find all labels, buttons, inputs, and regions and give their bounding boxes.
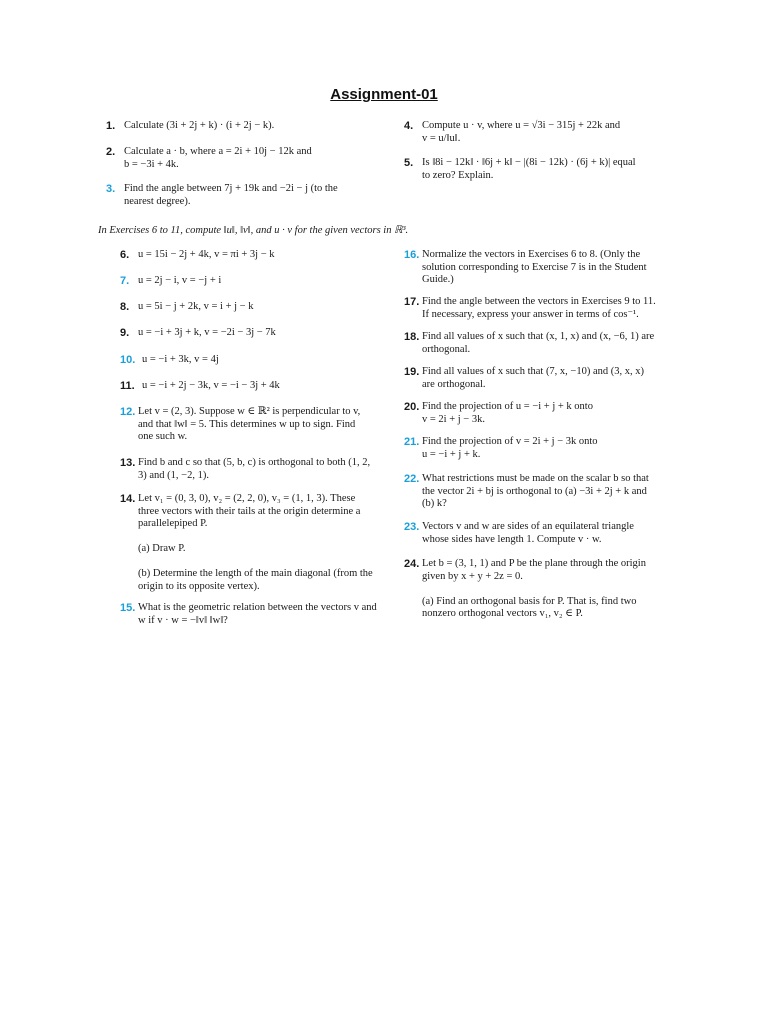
exercise-text: Vectors v and w are sides of an equilateral triangle whose sides have length 1. Compute v · w. bbox=[422, 521, 634, 545]
exercise-number: 1. bbox=[106, 120, 116, 132]
exercise-number: 16. bbox=[404, 249, 420, 261]
exercise-4 bbox=[404, 120, 689, 145]
exercise-1 bbox=[106, 120, 376, 133]
exercise-23 bbox=[404, 521, 689, 546]
exercise-text: Normalize the vectors in Exercises 6 to 8. (Only the solution corresponding to Exercise 7 is in the Student Guide.) bbox=[422, 249, 647, 285]
exercise-text: u = −i + 2j − 3k, v = −i − 3j + 4k bbox=[142, 380, 280, 391]
exercise-number: 24. bbox=[404, 558, 420, 570]
exercise-number: 4. bbox=[404, 120, 414, 132]
exercise-text: Let b = (3, 1, 1) and P be the plane through the origin given by x + y + 2z = 0. (a) Find an orthogonal basis for P. That is, find two nonzero orthogonal vectors v₁, v₂ ∈ P. bbox=[422, 558, 646, 619]
exercise-number: 19. bbox=[404, 366, 420, 378]
exercise-text: Compute u · v, where u = √3i − 315j + 22k and v = u/‖u‖. bbox=[422, 120, 621, 144]
exercise-text: Calculate a · b, where a = 2i + 10j − 12k and b = −3i + 4k. bbox=[124, 146, 312, 170]
exercise-7 bbox=[120, 275, 390, 288]
exercise-text: Let v = (2, 3). Suppose w ∈ ℝ² is perpendicular to v, and that ‖w‖ = 5. This determines w up to sign. Find one such w. bbox=[138, 406, 361, 442]
exercise-text: u = 2j − i, v = −j + i bbox=[138, 275, 222, 286]
exercise-number: 18. bbox=[404, 331, 420, 343]
exercise-text: u = 15i − 2j + 4k, v = πi + 3j − k bbox=[138, 249, 275, 260]
exercise-number: 10. bbox=[120, 354, 136, 366]
exercise-number: 13. bbox=[120, 457, 136, 469]
exercise-8 bbox=[120, 301, 390, 314]
exercise-number: 15. bbox=[120, 602, 136, 614]
exercise-14 bbox=[120, 493, 390, 593]
exercise-number: 21. bbox=[404, 436, 420, 448]
exercise-19 bbox=[404, 366, 689, 391]
exercise-text: u = −i + 3j + k, v = −2i − 3j − 7k bbox=[138, 327, 276, 338]
exercise-number: 23. bbox=[404, 521, 420, 533]
exercise-text: Let v₁ = (0, 3, 0), v₂ = (2, 2, 0), v₃ = (1, 1, 3). These three vectors with their tails at the origin determine a parallelepiped P. (a) Draw P. (b) Determine the length of the main diagonal (from the origin to its opposite vertex). bbox=[138, 493, 373, 592]
exercise-text: Find the projection of u = −i + j + k onto v = 2i + j − 3k. bbox=[422, 401, 593, 425]
exercise-number: 20. bbox=[404, 401, 420, 413]
instructions: In Exercises 6 to 11, compute ‖u‖, ‖v‖, and u · v for the given vectors in ℝ³. bbox=[98, 225, 409, 236]
exercise-3 bbox=[106, 183, 376, 208]
exercise-5 bbox=[404, 157, 689, 182]
exercise-number: 2. bbox=[106, 146, 116, 158]
exercise-22 bbox=[404, 473, 689, 511]
exercise-number: 5. bbox=[404, 157, 414, 169]
exercise-15 bbox=[120, 602, 390, 627]
exercise-number: 12. bbox=[120, 406, 136, 418]
exercise-text: u = 5i − j + 2k, v = i + j − k bbox=[138, 301, 254, 312]
exercise-11 bbox=[120, 380, 390, 393]
exercise-16 bbox=[404, 249, 689, 287]
exercise-number: 22. bbox=[404, 473, 420, 485]
exercise-13 bbox=[120, 457, 390, 482]
exercise-number: 3. bbox=[106, 183, 116, 195]
exercise-text: Find the angle between the vectors in Exercises 9 to 11. If necessary, express your answer in terms of cos⁻¹. bbox=[422, 296, 656, 320]
exercise-number: 14. bbox=[120, 493, 136, 505]
exercise-text: Is ‖8i − 12k‖ · ‖6j + k‖ − |(8i − 12k) · (6j + k)| equal to zero? Explain. bbox=[422, 157, 636, 181]
exercise-text: Find the angle between 7j + 19k and −2i − j (to the nearest degree). bbox=[124, 183, 338, 207]
exercise-number: 11. bbox=[120, 380, 135, 392]
exercise-text: u = −i + 3k, v = 4j bbox=[142, 354, 219, 365]
exercise-text: Find all values of x such that (7, x, −10) and (3, x, x) are orthogonal. bbox=[422, 366, 645, 390]
exercise-number: 6. bbox=[120, 249, 130, 261]
exercise-9 bbox=[120, 327, 390, 340]
exercise-12 bbox=[120, 406, 390, 444]
page-title: Assignment-01 bbox=[330, 86, 438, 103]
exercise-17 bbox=[404, 296, 689, 321]
exercise-text: What is the geometric relation between the vectors v and w if v · w = −‖v‖ ‖w‖? bbox=[138, 602, 377, 626]
exercise-21 bbox=[404, 436, 689, 461]
exercise-2 bbox=[106, 146, 376, 171]
exercise-text: What restrictions must be made on the scalar b so that the vector 2i + bj is orthogonal to (a) −3i + 2j + k and (b) k? bbox=[422, 473, 649, 509]
exercise-number: 9. bbox=[120, 327, 130, 339]
exercise-text: Find the projection of v = 2i + j − 3k onto u = −i + j + k. bbox=[422, 436, 598, 460]
exercise-number: 17. bbox=[404, 296, 420, 308]
exercise-text: Calculate (3i + 2j + k) · (i + 2j − k). bbox=[124, 120, 275, 131]
exercise-text: Find all values of x such that (x, 1, x) and (x, −6, 1) are orthogonal. bbox=[422, 331, 655, 355]
exercise-text: Find b and c so that (5, b, c) is orthogonal to both (1, 2, 3) and (1, −2, 1). bbox=[138, 457, 371, 481]
exercise-18 bbox=[404, 331, 689, 356]
exercise-10 bbox=[120, 354, 390, 367]
exercise-number: 8. bbox=[120, 301, 130, 313]
exercise-number: 7. bbox=[120, 275, 130, 287]
exercise-20 bbox=[404, 401, 689, 426]
exercise-6 bbox=[120, 249, 390, 262]
exercise-24 bbox=[404, 558, 689, 621]
